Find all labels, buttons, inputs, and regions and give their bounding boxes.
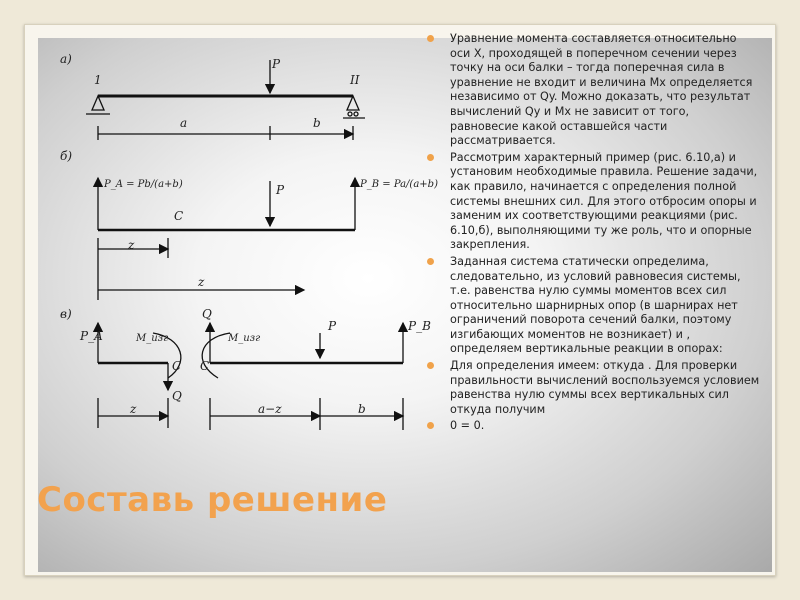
label-c: в) [60, 307, 72, 321]
beam-figure [58, 38, 438, 458]
label-load-a: P [272, 57, 281, 71]
beam-diagram [58, 38, 438, 458]
bullet-icon [427, 258, 434, 265]
label-section-c-left: C [172, 359, 182, 373]
paragraph-2 [425, 151, 760, 253]
label-dim-z3: z [130, 402, 137, 416]
label-dim-b-c: b [358, 402, 366, 416]
paragraph-3 [425, 255, 760, 357]
label-a: a) [60, 52, 72, 66]
label-reaction-left: P_A = Pb/(a+b) [104, 179, 183, 190]
label-support-right: II [350, 73, 360, 87]
label-load-b: P [276, 183, 285, 197]
bullet-icon [427, 422, 434, 429]
label-section-c-right: C [200, 359, 210, 373]
label-load-c: P [328, 319, 337, 333]
label-moment-right: M_изг [228, 333, 261, 344]
paragraph-1-text: Уравнение момента составляется относительно оси X, проходящей в поперечном сечении через точку на оси балки – тогда поперечная сила в уравнение не входит и величина Mx определяется независимо от Qy. Можно доказать, что результат вычислений Qy и Mx не зависит от того, равновесие какой оставшейся части рассматривается. [450, 32, 753, 148]
label-reaction-right: P_B = Pa/(a+b) [360, 179, 438, 190]
label-section-b: C [174, 209, 184, 223]
bullet-icon [427, 362, 434, 369]
label-dim-z2: z [198, 275, 205, 289]
label-dim-a-minus-z: a−z [258, 402, 282, 416]
paragraph-4 [425, 359, 760, 417]
label-dim-a: a [180, 116, 188, 130]
paragraph-5-text: 0 = 0. [450, 419, 485, 433]
slide-title: Составь решение [37, 480, 388, 520]
slide-text [425, 32, 760, 436]
label-shear-right: Q [202, 307, 212, 321]
label-shear-left: Q [172, 389, 182, 403]
paragraph-2-text: Рассмотрим характерный пример (рис. 6.10,а) и установим необходимые правила. Решение задачи, как правило, начинается с определения полной системы внешних сил. Для этого отбросим опоры и заменим их соответствующими реакциями (рис. 6.10,б), выполняющими ту же роль, что и опорные закрепления. [450, 150, 758, 252]
paragraph-4-text: Для определения имеем: откуда . Для проверки правильности вычислений воспользуемся условием равенства нулю суммы всех вертикальных сил откуда получим [450, 359, 760, 416]
bullet-icon [427, 35, 434, 42]
label-dim-z1: z [128, 238, 135, 252]
support-right-a [347, 96, 359, 110]
label-support-left: 1 [94, 73, 102, 87]
label-reaction-b: P_B [408, 319, 431, 333]
label-moment-left: M_изг [136, 333, 169, 344]
bullet-icon [427, 154, 434, 161]
paragraph-3-text: Заданная система статически определима, следовательно, из условий равновесия системы, т.е. равенства нулю суммы моментов всех сил относительно шарнирных опор (в шарнирах нет ограничений поворота сечений балки, поэтому изгибающих моментов не возникает) и , определяем вертикальные реакции в опорах: [450, 254, 741, 356]
label-b: б) [60, 149, 73, 163]
label-dim-b: b [313, 116, 321, 130]
label-reaction-a: P_A [80, 329, 103, 343]
paragraph-1 [425, 32, 760, 149]
support-left-a [92, 96, 104, 110]
paragraph-5 [425, 419, 760, 434]
